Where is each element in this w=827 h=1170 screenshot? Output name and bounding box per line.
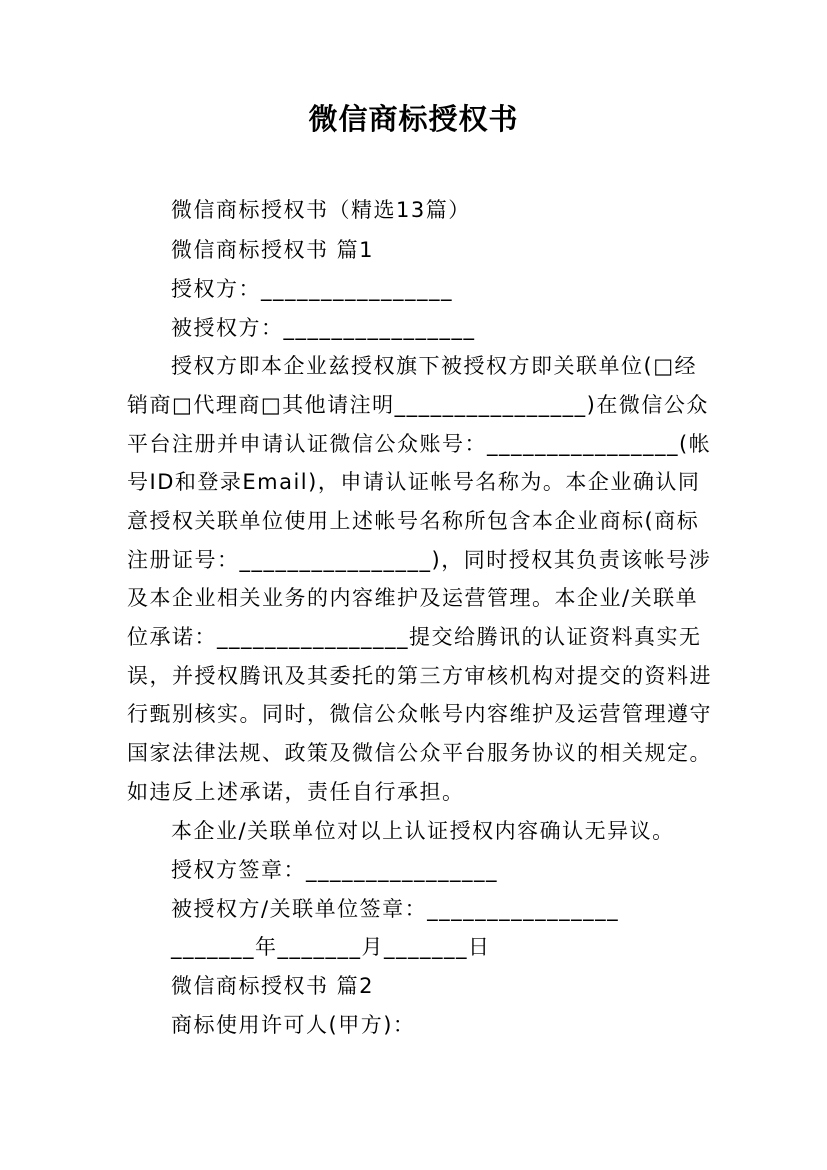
body-paragraph-line: 误，并授权腾讯及其委托的第三方审核机构对提交的资料进: [127, 664, 712, 688]
grantor-field-line: 授权方：________________: [171, 277, 453, 301]
body-paragraph-line: 位承诺：________________提交给腾讯的认证资料真实无: [127, 625, 702, 649]
body-paragraph-line: 平台注册并申请认证微信公众账号：________________(帐: [127, 432, 712, 456]
subtitle-line: 微信商标授权书（精选13篇）: [171, 198, 471, 222]
confirmation-line: 本企业/关联单位对以上认证授权内容确认无异议。: [171, 819, 675, 843]
grantee-field-line: 被授权方：________________: [171, 316, 476, 340]
body-paragraph-line: 意授权关联单位使用上述帐号名称所包含本企业商标(商标: [127, 509, 700, 533]
body-paragraph-line: 销商□代理商□其他请注明________________)在微信公众: [127, 393, 709, 417]
body-paragraph-line: 注册证号：________________)，同时授权其负责该帐号涉: [127, 548, 712, 572]
grantee-signature-line: 被授权方/关联单位签章：________________: [171, 897, 620, 921]
body-paragraph-line: 号ID和登录Email)，申请认证帐号名称为。本企业确认同: [127, 470, 701, 494]
body-paragraph-line: 行甄别核实。同时，微信公众帐号内容维护及运营管理遵守: [127, 702, 712, 726]
document-title: 微信商标授权书: [308, 102, 519, 136]
body-paragraph-line: 国家法律法规、政策及微信公众平台服务协议的相关规定。: [127, 741, 712, 765]
body-paragraph-line: 及本企业相关业务的内容维护及运营管理。本企业/关联单: [127, 586, 699, 610]
licensor-field-line: 商标使用许可人(甲方)：: [171, 1013, 416, 1037]
body-paragraph-line: 授权方即本企业兹授权旗下被授权方即关联单位(□经: [171, 354, 698, 378]
date-line: _______年_______月_______日: [171, 935, 491, 959]
grantor-signature-line: 授权方签章：________________: [171, 858, 498, 882]
section-heading-2: 微信商标授权书 篇2: [171, 974, 375, 998]
body-paragraph-line: 如违反上述承诺，责任自行承担。: [127, 780, 465, 804]
section-heading-1: 微信商标授权书 篇1: [171, 238, 375, 262]
